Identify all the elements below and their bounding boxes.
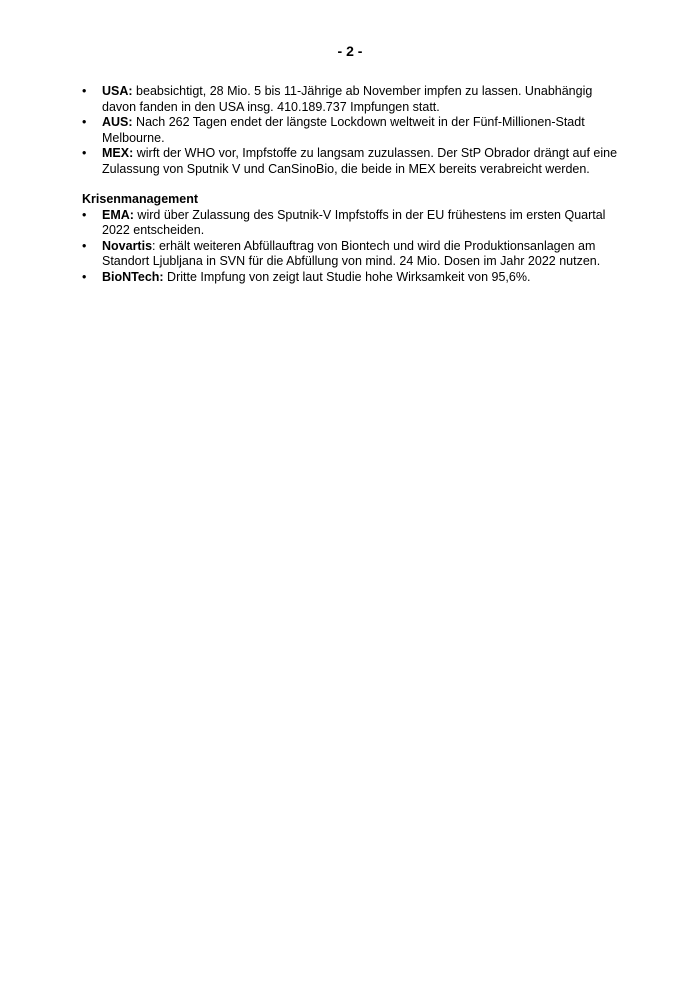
krisenmanagement-list [82,208,627,286]
list-item [82,208,627,239]
item-text: Nach 262 Tagen endet der längste Lockdown weltweit in der Fünf-Millionen-Stadt Melbourne. [102,115,585,145]
item-label: AUS: [102,115,133,129]
bullet-icon: • [82,207,87,222]
bullet-icon: • [82,84,87,98]
item-text: wird über Zulassung des Sputnik-V Impfstoffs in der EU frühestens im ersten Quartal 2022 entscheiden. [102,207,606,237]
bullet-icon: • [82,115,87,129]
list-item [82,270,627,286]
list-item [82,115,627,146]
bullet-icon: • [82,146,87,160]
item-text: beabsichtigt, 28 Mio. 5 bis 11-Jährige ab November impfen zu lassen. Unabhängig davon fanden in den USA insg. 410.189.737 Impfungen statt. [102,84,593,114]
item-label: USA: [102,84,133,98]
item-label: BioNTech: [102,269,164,284]
item-text: : erhält weiteren Abfüllauftrag von Biontech und wird die Produktionsanlagen am Standort Ljubljana in SVN für die Abfüllung von mind. 24 Mio. Dosen im Jahr 2022 nutzen. [102,238,601,268]
item-label: MEX: [102,146,134,160]
bullet-icon: • [82,269,87,284]
page-number: - 2 - [337,43,363,59]
item-text: Dritte Impfung von zeigt laut Studie hohe Wirksamkeit von 95,6%. [163,269,531,284]
list-item [82,239,627,270]
item-label: Novartis [102,238,153,253]
list-item [82,84,627,115]
bullet-icon: • [82,238,87,253]
list-item [82,146,627,177]
item-label: EMA: [102,207,134,222]
section-heading-krisenmanagement: Krisenmanagement [82,192,199,206]
document-body [82,84,627,285]
country-news-list [82,84,627,177]
item-text: wirft der WHO vor, Impfstoffe zu langsam zuzulassen. Der StP Obrador drängt auf eine Zulassung von Sputnik V und CanSinoBio, die beide in MEX bereits verabreicht werden. [102,146,618,176]
